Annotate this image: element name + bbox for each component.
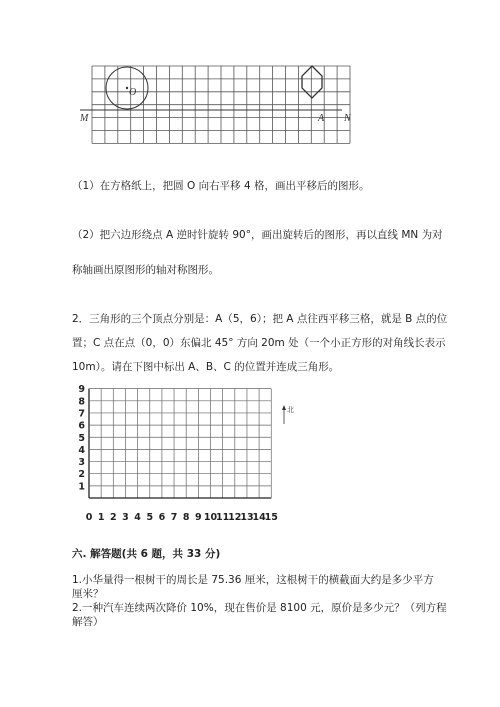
y-tick-label: 7 [78,408,85,420]
y-tick-label: 8 [78,396,85,408]
x-tick-label: 15 [264,512,278,523]
problem-2-line-2: 解答） [72,616,104,628]
problem-1-line-2: 厘米？ [72,588,104,600]
x-tick-label: 6 [158,512,166,523]
label-n: N [344,113,351,124]
y-tick-label: 4 [78,444,85,456]
x-tick-label: 8 [182,512,190,523]
question-2-line-2: 称轴画出原图形的轴对称图形。 [72,264,219,276]
y-tick-label: 5 [78,432,85,444]
question-3-line-1: 2．三角形的三个顶点分别是：A（5，6）；把 A 点往西平移三格，就是 B 点的位 [72,313,448,325]
point-o [126,87,128,89]
section-6-title: 六. 解答题(共 6 题，共 33 分) [72,548,221,560]
x-tick-label: 0 [85,512,93,523]
x-tick-label: 5 [146,512,154,523]
x-tick-label: 12 [228,512,242,523]
x-tick-label: 9 [195,512,202,523]
figure-grid-circle-hexagon [0,0,500,160]
x-tick-label: 14 [252,512,266,523]
x-tick-label: 11 [216,512,230,523]
question-2-line-1: （2）把六边形绕点 A 逆时针旋转 90°，画出旋转后的图形，再以直线 MN 为对 [72,229,443,241]
x-tick-label: 7 [170,512,178,523]
problem-2-line-1: 2.一种汽车连续两次降价 10%，现在售价是 8100 元，原价是多少元？（列方程 [72,602,447,614]
x-tick-label: 2 [109,512,117,523]
label-m: M [80,113,89,124]
y-tick-label: 9 [78,384,85,396]
label-o: O [129,87,137,98]
hexagon [302,66,322,98]
question-3-line-2: 置；C 点在点（0，0）东偏北 45° 方向 20m 处（一个小正方形的对角线长表示 [72,337,446,349]
y-tick-label: 1 [78,481,85,493]
question-3-line-3: 10m）。请在下图中标出 A、B、C 的位置并连成三角形。 [72,361,340,373]
x-tick-label: 13 [240,512,254,523]
label-a: A [318,113,325,124]
north-label: 北 [287,406,294,414]
y-tick-label: 6 [78,420,85,432]
y-tick-label: 3 [78,457,85,469]
x-tick-label: 3 [122,512,129,523]
y-tick-label: 2 [78,469,85,481]
north-arrow [282,405,294,424]
x-tick-label: 10 [203,512,218,523]
problem-1-line-1: 1.小华量得一根树干的周长是 75.36 厘米，这根树干的横截面大约是多少平方 [72,574,434,586]
x-tick-label: 1 [97,512,105,523]
question-1: （1）在方格纸上，把圆 O 向右平移 4 格，画出平移后的图形。 [72,180,370,192]
x-tick-label: 4 [134,512,141,523]
